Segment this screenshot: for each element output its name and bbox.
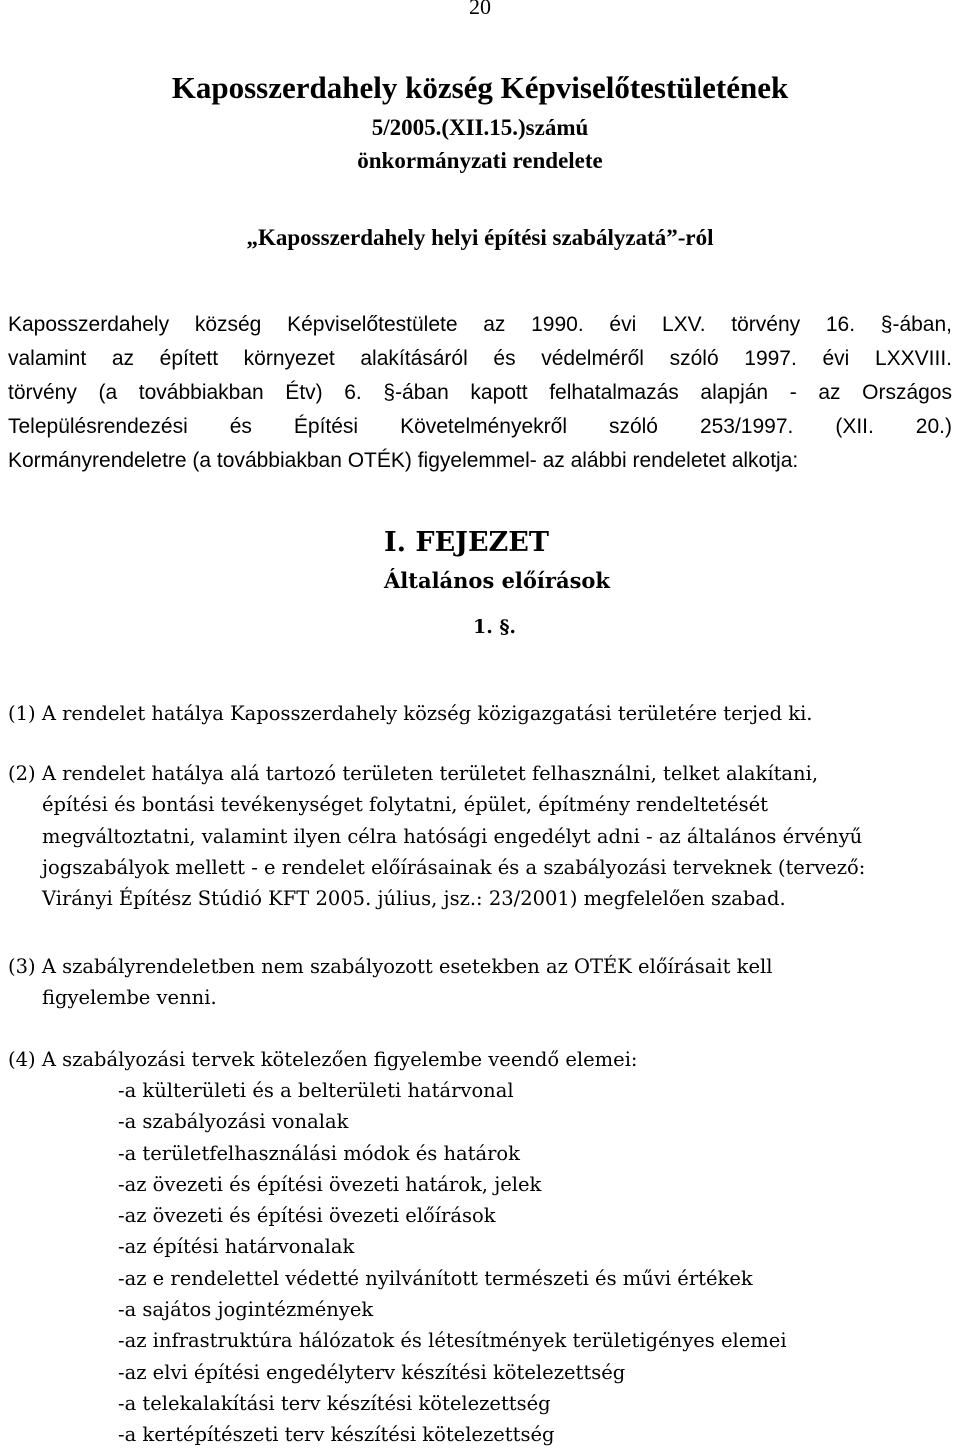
page-number: 20 xyxy=(469,0,491,19)
list-item: -az építési határvonalak xyxy=(118,1235,355,1259)
paragraph-line: (1) A rendelet hatálya Kaposszerdahely község közigazgatási területére terjed ki. xyxy=(8,702,813,725)
list-item: -az övezeti és építési övezeti előírások xyxy=(118,1204,496,1228)
chapter-title: I. FEJEZET xyxy=(384,527,549,558)
preamble-line: Kaposszerdahely község Képviselőtestülete az 1990. évi LXV. törvény 16. §-ában, xyxy=(8,313,952,336)
paragraph-line: (2) A rendelet hatálya alá tartozó területen területet felhasználni, telket alakítani, xyxy=(8,762,819,785)
paragraph-line: figyelembe venni. xyxy=(42,986,217,1010)
list-item: -a külterületi és a belterületi határvonal xyxy=(118,1079,514,1102)
list-item: -a kertépítészeti terv készítési kötelezettség xyxy=(118,1423,555,1447)
paragraph-line: (4) A szabályozási tervek kötelezően figyelembe veendő elemei: xyxy=(8,1048,638,1071)
preamble-line: Kormányrendeletre (a továbbiakban OTÉK) figyelemmel- az alábbi rendeletet alkotja: xyxy=(8,449,799,472)
paragraph-3 xyxy=(8,951,952,1014)
preamble-line: törvény (a továbbiakban Étv) 6. §-ában kapott felhatalmazás alapján - az Országos xyxy=(8,381,952,404)
list-item: -az e rendelettel védetté nyilvánított természeti és művi értékek xyxy=(118,1266,753,1290)
paragraph-2 xyxy=(8,758,952,914)
required-elements-list xyxy=(118,1075,787,1451)
heading-subject: „Kaposszerdahely helyi építési szabályzatá”-ról xyxy=(246,225,714,250)
paragraph-line: (3) A szabályrendeletben nem szabályozott esetekben az OTÉK előírásait kell xyxy=(8,955,773,978)
paragraph-line: jogszabályok mellett - e rendelet előírásainak és a szabályozási terveknek (tervező: xyxy=(42,855,866,879)
paragraph-1 xyxy=(8,698,952,729)
heading-decree-type: önkormányzati rendelete xyxy=(357,148,603,173)
heading-decree-number: 5/2005.(XII.15.)számú xyxy=(371,115,589,140)
list-item: -az infrastruktúra hálózatok és létesítmények területigényes elemei xyxy=(118,1329,787,1353)
list-item: -az elvi építési engedélyterv készítési kötelezettség xyxy=(118,1360,626,1384)
paragraph-4 xyxy=(8,1044,952,1075)
paragraph-line: megváltoztatni, valamint ilyen célra hatósági engedélyt adni - az általános érvényű xyxy=(42,824,863,848)
list-item: -a sajátos jogintézmények xyxy=(118,1298,374,1322)
section-number: 1. §. xyxy=(473,616,517,638)
list-item: -a területfelhasználási módok és határok xyxy=(118,1141,520,1165)
list-item: -a szabályozási vonalak xyxy=(118,1110,349,1134)
chapter-subtitle: Általános előírások xyxy=(384,568,610,593)
preamble-line: valamint az épített környezet alakításáról és védelméről szóló 1997. évi LXXVIII. xyxy=(8,347,952,370)
preamble xyxy=(8,308,952,478)
paragraph-line: Virányi Építész Stúdió KFT 2005. július, jsz.: 23/2001) megfelelően szabad. xyxy=(42,887,786,911)
paragraph-line: építési és bontási tevékenységet folytatni, épület, építmény rendeltetését xyxy=(42,793,768,817)
list-item: -az övezeti és építési övezeti határok, jelek xyxy=(118,1172,542,1196)
preamble-line: Településrendezési és Építési Követelményekről szóló 253/1997. (XII. 20.) xyxy=(8,415,952,438)
heading-title: Kaposszerdahely község Képviselőtestületének xyxy=(171,70,789,105)
list-item: -a telekalakítási terv készítési kötelezettség xyxy=(118,1391,551,1415)
